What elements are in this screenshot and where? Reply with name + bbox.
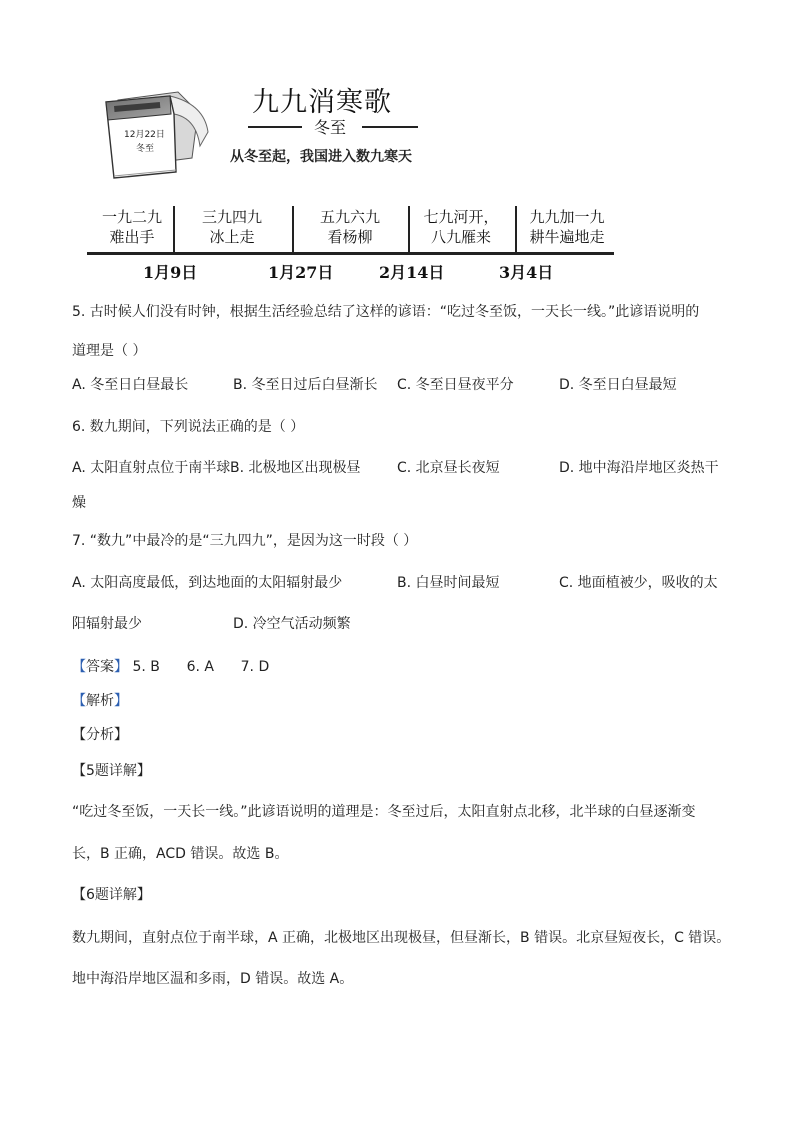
label-bracket-close: 】 [136, 887, 151, 903]
period-line1: 三九四九 [201, 208, 262, 226]
option-5d: D. 冬至日白昼最短 [559, 377, 677, 393]
period-line2: 难出手 [109, 228, 155, 246]
period-line1: 七九河开， [423, 208, 499, 226]
period-separator [408, 206, 410, 252]
option-7b: B. 白昼时间最短 [397, 575, 500, 591]
analysis-label: 解析 [86, 693, 114, 709]
timeline-date: 1月27日 [268, 263, 334, 282]
detail-5-heading [72, 760, 151, 780]
fenxi-label: 分析 [86, 727, 114, 743]
option-7c: C. 地面植被少，吸收的太 [559, 575, 718, 591]
option-6a: A. 太阳直射点位于南半球 [72, 460, 231, 476]
option-6d-wrap: 燥 [72, 495, 86, 511]
period-line1: 五九六九 [319, 208, 380, 226]
label-bracket-close: 】 [114, 693, 128, 709]
timeline-date: 2月14日 [379, 263, 445, 282]
calendar-label: 冬至 [136, 144, 155, 154]
label-bracket-open: 【 [72, 727, 86, 743]
question-7-stem: 7. “数九”中最冷的是“三九四九”，是因为这一时段（ ） [72, 533, 418, 549]
label-bracket-open: 【 [72, 659, 86, 675]
detail-5-line2: 长，B 正确，ACD 错误。故选 B。 [72, 846, 289, 862]
period-line2: 冰上走 [209, 228, 255, 246]
answer-text: 5. B 6. A 7. D [132, 659, 270, 675]
option-5b: B. 冬至日过后白昼渐长 [233, 377, 378, 393]
question-5-stem: 5. 古时候人们没有时钟，根据生活经验总结了这样的谚语：“吃过冬至饭，一天长一线。”此谚语说明的 [72, 304, 700, 320]
label-bracket-close: 】 [136, 763, 151, 779]
timeline-date: 1月9日 [143, 263, 198, 282]
option-6d: D. 地中海沿岸地区炎热干 [559, 460, 719, 476]
figure-subtitle: 冬至 [314, 118, 347, 137]
period-4 [416, 207, 506, 247]
question-6-stem: 6. 数九期间，下列说法正确的是（ ） [72, 419, 305, 435]
label-bracket-open: 【 [72, 693, 86, 709]
detail-6-heading [72, 884, 151, 904]
detail-6-line1: 数九期间，直射点位于南半球，A 正确，北极地区出现极昼，但昼渐长，B 错误。北京昼短夜长，C 错误。 [72, 930, 731, 946]
period-line2: 耕牛遍地走 [529, 228, 605, 246]
period-5 [520, 207, 614, 247]
option-5a: A. 冬至日白昼最长 [72, 377, 189, 393]
subtitle-rule-right [362, 126, 418, 128]
label-bracket-close: 】 [114, 727, 128, 743]
figure-tagline: 从冬至起，我国进入数九寒天 [230, 149, 412, 165]
period-1 [92, 207, 172, 247]
option-5c: C. 冬至日昼夜平分 [397, 377, 514, 393]
option-7d: D. 冷空气活动频繁 [233, 616, 351, 632]
detail-6-line2: 地中海沿岸地区温和多雨，D 错误。故选 A。 [72, 971, 354, 987]
period-line1: 九九加一九 [529, 208, 605, 226]
timeline-baseline [87, 252, 614, 255]
option-7a: A. 太阳高度最低，到达地面的太阳辐射最少 [72, 575, 343, 591]
period-2 [190, 207, 274, 247]
fenxi-heading [72, 724, 128, 744]
period-separator [292, 206, 294, 252]
detail-5-label: 5题详解 [86, 763, 137, 779]
period-line1: 一九二九 [101, 208, 162, 226]
timeline-date: 3月4日 [499, 263, 554, 282]
subtitle-rule-left [248, 126, 302, 128]
period-separator [515, 206, 517, 252]
label-bracket-open: 【 [72, 763, 86, 779]
question-5-stem-cont: 道理是（ ） [72, 343, 147, 359]
answer-line [72, 656, 269, 676]
figure-title: 九九消寒歌 [252, 87, 392, 118]
analysis-heading [72, 690, 128, 710]
option-7c-wrap: 阳辐射最少 [72, 616, 142, 632]
period-line2: 八九雁来 [430, 228, 491, 246]
period-separator [173, 206, 175, 252]
label-bracket-close: 】 [114, 659, 128, 675]
detail-5-line1: “吃过冬至饭，一天长一线。”此谚语说明的道理是：冬至过后，太阳直射点北移，北半球的白昼逐渐变 [72, 804, 696, 820]
option-6c: C. 北京昼长夜短 [397, 460, 500, 476]
answer-label: 答案 [86, 659, 114, 675]
period-line2: 看杨柳 [327, 228, 373, 246]
option-6b: B. 北极地区出现极昼 [230, 460, 361, 476]
period-3 [308, 207, 392, 247]
label-bracket-open: 【 [72, 887, 86, 903]
detail-6-label: 6题详解 [86, 887, 137, 903]
calendar-date: 12月22日 [124, 130, 165, 140]
